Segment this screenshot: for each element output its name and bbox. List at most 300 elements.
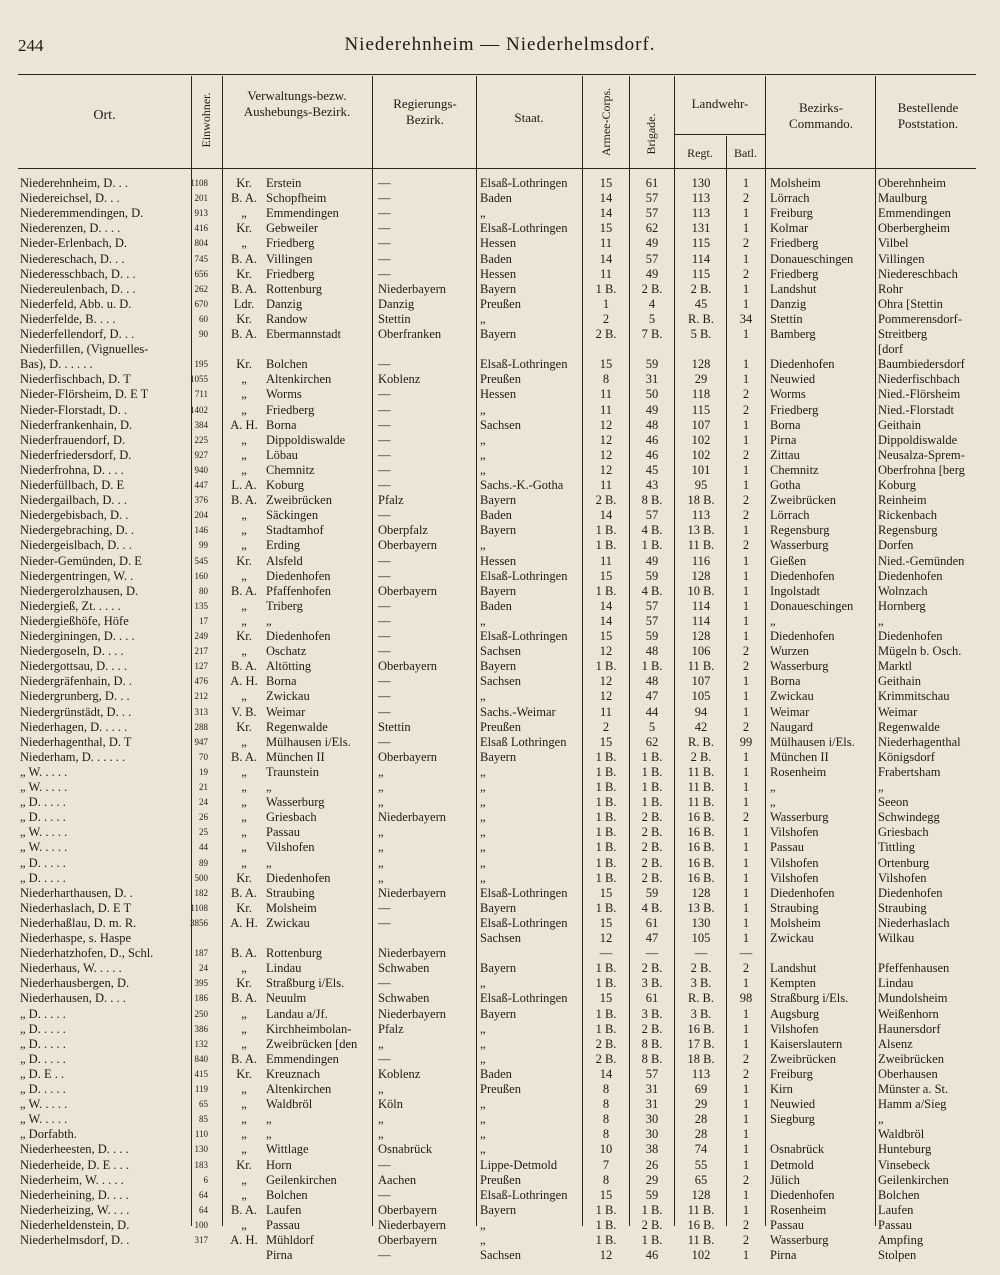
cell-batl: 1 <box>742 795 750 810</box>
cell-einwohner: 65 <box>199 1099 208 1110</box>
cell-bezirks-commando: Diedenhofen <box>770 629 835 643</box>
cell-einwohner: 670 <box>194 298 208 309</box>
cell-regt: 105 <box>691 689 711 704</box>
cell-regt: 18 B. <box>687 493 715 508</box>
cell-brigade: 1 B. <box>641 795 663 810</box>
cell-bezirk-art: L. A. <box>231 478 257 492</box>
cell-poststation: Laufen <box>878 1202 914 1217</box>
cell-verwaltung: Mühldorf <box>266 1233 314 1247</box>
cell-batl: 1 <box>742 1112 750 1127</box>
cell-armeecorps: 15 <box>599 915 613 930</box>
cell-bezirks-commando: Kempten <box>770 976 816 991</box>
cell-brigade: 4 B. <box>641 523 663 538</box>
cell-batl: 1 <box>742 176 750 190</box>
cell-regierung: — <box>378 176 391 190</box>
cell-ort: „ D. . . . . <box>20 1036 66 1051</box>
cell-regt: 114 <box>691 598 711 613</box>
cell-armeecorps: 15 <box>599 176 613 190</box>
cell-bezirk-art: „ <box>241 1082 247 1096</box>
cell-batl: 1 <box>742 629 750 643</box>
cell-brigade: 2 B. <box>641 1217 663 1232</box>
cell-bezirk-art: „ <box>241 795 247 810</box>
cell-brigade: 48 <box>645 417 659 432</box>
cell-ort: Niederheizing, W. . . . <box>20 1202 130 1217</box>
cell-regt: 11 B. <box>687 538 715 553</box>
cell-einwohner: 21 <box>199 782 208 792</box>
cell-einwohner: 1108 <box>190 178 208 188</box>
cell-brigade: 1 B. <box>641 780 663 794</box>
cell-regt: 114 <box>691 251 711 266</box>
cell-poststation: Vilshofen <box>878 870 927 885</box>
cell-verwaltung: Kreuznach <box>266 1066 321 1081</box>
cell-regt: 13 B. <box>687 900 715 915</box>
cell-batl: 2 <box>742 508 750 523</box>
cell-batl: 1 <box>742 296 750 311</box>
cell-armeecorps: 12 <box>599 931 613 945</box>
cell-bezirks-commando: Stettin <box>770 311 803 326</box>
cell-staat: Elsaß-Lothringen <box>480 176 568 190</box>
cell-batl: 1 <box>742 417 750 432</box>
cell-bezirk-art: „ <box>241 538 247 553</box>
cell-poststation: Haunersdorf <box>878 1021 941 1036</box>
cell-batl: 2 <box>742 719 750 734</box>
cell-bezirks-commando: Freiburg <box>770 1066 813 1081</box>
cell-bezirk-art: „ <box>241 1112 247 1127</box>
cell-ort: Niedergerolzhausen, D. <box>20 583 139 598</box>
cell-verwaltung: München II <box>266 749 325 764</box>
cell-ort: Niedergrünstädt, D. . . <box>20 704 132 719</box>
cell-bezirks-commando: Neuwied <box>770 1097 816 1112</box>
cell-staat: „ <box>480 870 486 885</box>
cell-armeecorps: 8 <box>602 372 610 387</box>
cell-brigade: 1 B. <box>641 1233 663 1247</box>
cell-armeecorps: 15 <box>599 991 613 1006</box>
cell-regt: 55 <box>694 1157 708 1172</box>
cell-bezirks-commando: Zwickau <box>770 689 814 704</box>
cell-ort: „ D. . . . . <box>20 1006 66 1021</box>
cell-verwaltung: Emmendingen <box>266 1051 339 1066</box>
cell-bezirks-commando: Zittau <box>770 447 800 462</box>
cell-ort: Niedergoseln, D. . . . <box>20 644 124 659</box>
cell-regt: 107 <box>691 417 711 432</box>
cell-bezirks-commando: Borna <box>770 417 801 432</box>
cell-batl: 1 <box>742 327 750 341</box>
cell-ort: Niederhelmsdorf, D. . <box>20 1233 130 1247</box>
cell-ort: „ D. . . . . <box>20 855 66 870</box>
cell-ort: Niedereulenbach, D. . . <box>20 281 136 296</box>
cell-armeecorps: 8 <box>602 1127 610 1142</box>
cell-regt: 130 <box>691 915 711 930</box>
cell-batl: 1 <box>742 915 750 930</box>
cell-einwohner: 317 <box>194 1235 208 1245</box>
cell-batl: 2 <box>742 810 750 825</box>
cell-brigade: 59 <box>645 885 659 900</box>
cell-bezirk-art: B. A. <box>230 493 258 508</box>
cell-ort: Nieder-Flörsheim, D. E T <box>20 387 149 402</box>
cell-staat: Bayern <box>480 493 517 508</box>
cell-brigade: 26 <box>645 1157 659 1172</box>
cell-ort: „ D. . . . . <box>20 795 66 810</box>
cell-ort: Niedereichsel, D. . . <box>20 191 120 206</box>
header-ort: Ort. <box>93 108 116 123</box>
cell-regierung: Oberbayern <box>378 659 437 674</box>
cell-einwohner: 89 <box>199 857 208 868</box>
cell-poststation: Vilbel <box>878 236 909 251</box>
cell-einwohner: 6 <box>203 1174 208 1185</box>
cell-batl: 2 <box>742 1066 750 1081</box>
cell-bezirk-art: B. A. <box>230 946 258 961</box>
cell-regt: 113 <box>691 1066 711 1081</box>
cell-ort: Niederhagen, D. . . . . <box>20 719 128 734</box>
cell-bezirks-commando: „ <box>770 795 776 810</box>
cell-armeecorps: 1 B. <box>595 1233 617 1247</box>
cell-verwaltung: Wittlage <box>266 1142 309 1157</box>
cell-regt: 113 <box>691 508 711 523</box>
cell-einwohner: 100 <box>194 1219 208 1230</box>
cell-einwohner: 25 <box>199 827 208 838</box>
cell-poststation: Königsdorf <box>878 749 935 764</box>
cell-poststation: Koburg <box>878 478 916 492</box>
cell-verwaltung: Neuulm <box>266 991 307 1006</box>
cell-armeecorps: 1 B. <box>595 281 617 296</box>
cell-poststation: Vinsebeck <box>878 1157 931 1172</box>
cell-brigade: 43 <box>645 478 659 492</box>
cell-staat: Elsaß-Lothringen <box>480 1187 568 1202</box>
col-line <box>765 76 766 1226</box>
cell-regierung: — <box>378 1157 391 1172</box>
cell-poststation: Geithain <box>878 417 922 432</box>
cell-staat: Bayern <box>480 749 517 764</box>
cell-regierung: — <box>378 402 391 417</box>
cell-armeecorps: 15 <box>599 221 613 236</box>
cell-staat: Bayern <box>480 900 517 915</box>
cell-brigade: 2 B. <box>641 870 663 885</box>
cell-regierung: — <box>378 266 391 281</box>
cell-regt: 106 <box>691 644 711 659</box>
cell-einwohner: 44 <box>199 842 208 853</box>
cell-poststation: Dippoldiswalde <box>878 432 958 447</box>
cell-brigade: 2 B. <box>641 961 663 976</box>
cell-regierung: — <box>378 478 391 492</box>
cell-regt: R. B. <box>687 991 715 1006</box>
cell-ort: „ W. . . . . <box>20 840 68 855</box>
cell-poststation: Alsenz <box>878 1036 913 1051</box>
cell-armeecorps: 1 B. <box>595 764 617 779</box>
cell-bezirks-commando: Gotha <box>770 478 801 492</box>
cell-bezirk-art: B. A. <box>230 281 258 296</box>
cell-poststation: Geithain <box>878 674 922 689</box>
cell-ort: Niederfrankenhain, D. <box>20 417 133 432</box>
cell-batl: 2 <box>742 1217 750 1232</box>
header-brigade: Brigade. <box>644 113 658 155</box>
cell-ort: „ D. E . . <box>20 1066 65 1081</box>
cell-einwohner: 416 <box>194 223 208 234</box>
cell-ort: Niedergrunberg, D. . . <box>20 689 130 704</box>
cell-verwaltung: Emmendingen <box>266 206 339 221</box>
cell-brigade: 57 <box>645 191 659 206</box>
cell-regt: 11 B. <box>687 1233 715 1247</box>
cell-regierung: „ <box>378 780 384 794</box>
cell-regierung: — <box>378 191 391 206</box>
cell-ort: Niederfellendorf, D. . . <box>20 327 135 341</box>
col-line <box>372 76 373 1226</box>
cell-bezirk-art: „ <box>241 613 247 628</box>
cell-bezirks-commando: München II <box>770 749 829 764</box>
cell-staat: Elsaß-Lothringen <box>480 991 568 1006</box>
cell-staat: Baden <box>480 508 512 523</box>
cell-regt: 128 <box>691 1187 711 1202</box>
cell-armeecorps: 11 <box>599 236 613 251</box>
cell-batl: 1 <box>742 281 750 296</box>
page-title: Niederehnheim — Niederhelmsdorf. <box>344 34 656 55</box>
cell-brigade: 31 <box>645 372 659 387</box>
cell-regt: 16 B. <box>687 1217 715 1232</box>
cell-brigade: 31 <box>645 1097 659 1112</box>
cell-staat: Preußen <box>480 719 521 734</box>
cell-bezirks-commando: Danzig <box>770 296 807 311</box>
cell-verwaltung: Altenkirchen <box>266 372 332 387</box>
cell-ort: Niederesschbach, D. . . <box>20 266 136 281</box>
cell-armeecorps: 8 <box>602 1172 610 1187</box>
cell-bezirk-art: A. H. <box>230 417 258 432</box>
cell-regierung: Niederbayern <box>378 946 447 961</box>
cell-regt: 2 B. <box>690 281 712 296</box>
cell-ort: „ D. . . . . <box>20 810 66 825</box>
header-armeecorps: Armee-Corps. <box>599 87 613 157</box>
cell-staat: Baden <box>480 598 512 613</box>
cell-regt: 102 <box>691 432 711 447</box>
cell-verwaltung: Wasserburg <box>266 795 325 810</box>
cell-regierung: — <box>378 976 391 991</box>
cell-einwohner: 545 <box>194 555 208 566</box>
cell-ort: „ D. . . . . <box>20 1051 66 1066</box>
cell-batl: 1 <box>742 478 750 492</box>
cell-regt: 118 <box>691 387 711 402</box>
header-regierung: Regierungs-Bezirk. <box>393 96 457 127</box>
cell-armeecorps: 1 B. <box>595 780 617 794</box>
cell-regierung: — <box>378 674 391 689</box>
cell-ort: Niedergräfenhain, D. . <box>20 674 132 689</box>
cell-poststation: Stolpen <box>878 1248 917 1263</box>
cell-bezirk-art: „ <box>241 447 247 462</box>
cell-regt: 128 <box>691 357 711 372</box>
cell-bezirks-commando: Diedenhofen <box>770 885 835 900</box>
cell-staat: „ <box>480 432 486 447</box>
cell-batl: 1 <box>742 674 750 689</box>
cell-bezirk-art: „ <box>241 236 247 251</box>
cell-verwaltung: Triberg <box>266 598 303 613</box>
cell-bezirk-art: Kr. <box>236 900 252 915</box>
cell-regierung: — <box>378 1187 391 1202</box>
cell-batl: 2 <box>742 961 750 976</box>
cell-poststation: Rickenbach <box>878 508 938 523</box>
cell-bezirks-commando: Pirna <box>770 1248 797 1263</box>
cell-armeecorps: 1 <box>602 296 610 311</box>
cell-staat: Elsaß-Lothringen <box>480 885 568 900</box>
cell-verwaltung: Zwickau <box>266 915 310 930</box>
cell-brigade: 2 B. <box>641 840 663 855</box>
cell-staat: „ <box>480 825 486 840</box>
cell-verwaltung: Erstein <box>266 176 302 190</box>
cell-batl: 2 <box>742 1233 750 1247</box>
cell-bezirks-commando: Mülhausen i/Els. <box>770 734 855 749</box>
cell-einwohner: 130 <box>194 1144 208 1155</box>
cell-brigade: 49 <box>645 402 659 417</box>
cell-bezirk-art: Kr. <box>236 357 252 372</box>
cell-bezirk-art: B. A. <box>230 1051 258 1066</box>
cell-brigade: 47 <box>645 931 659 945</box>
cell-verwaltung: Regenwalde <box>266 719 328 734</box>
cell-regierung: „ <box>378 764 384 779</box>
cell-bezirks-commando: Osnabrück <box>770 1142 825 1157</box>
cell-regierung: — <box>378 734 391 749</box>
cell-bezirk-art: „ <box>241 372 247 387</box>
cell-regierung: Osnabrück <box>378 1142 433 1157</box>
cell-brigade: 30 <box>645 1112 659 1127</box>
cell-regt: 102 <box>691 447 711 462</box>
cell-ort: Niederfillen, (Vignuelles- <box>20 342 149 357</box>
cell-poststation: Villingen <box>878 251 925 266</box>
cell-staat: Hessen <box>480 387 517 402</box>
cell-bezirk-art: Kr. <box>236 870 252 885</box>
cell-verwaltung: Geilenkirchen <box>266 1172 337 1187</box>
cell-brigade: 47 <box>645 689 659 704</box>
cell-verwaltung: Lindau <box>266 961 302 976</box>
cell-armeecorps: 12 <box>599 674 613 689</box>
cell-regierung: — <box>378 689 391 704</box>
cell-einwohner: 1402 <box>190 404 208 415</box>
cell-verwaltung: Zwickau <box>266 689 310 704</box>
cell-bezirks-commando: Kolmar <box>770 221 809 236</box>
cell-einwohner: 187 <box>194 948 208 959</box>
cell-staat: Sachsen <box>480 417 521 432</box>
cell-regt: 107 <box>691 674 711 689</box>
cell-armeecorps: 2 <box>602 311 610 326</box>
cell-batl: 1 <box>742 840 750 855</box>
cell-regt: 95 <box>694 478 708 492</box>
cell-regierung: Oberbayern <box>378 538 437 553</box>
cell-einwohner: 212 <box>194 691 208 702</box>
cell-regierung: „ <box>378 795 384 810</box>
cell-einwohner: 19 <box>199 766 208 777</box>
cell-regierung: — <box>378 221 391 236</box>
cell-bezirks-commando: Passau <box>770 840 805 855</box>
cell-verwaltung: Passau <box>266 1217 301 1232</box>
cell-regt: 94 <box>694 704 708 719</box>
cell-ort: Niederfüllbach, D. E <box>20 478 125 492</box>
cell-ort: Niederheesten, D. . . . <box>20 1142 129 1157</box>
cell-regt: 114 <box>691 613 711 628</box>
cell-bezirk-art: B. A. <box>230 251 258 266</box>
cell-armeecorps: 2 <box>602 719 610 734</box>
cell-staat: Bayern <box>480 327 517 341</box>
cell-poststation: Hunteburg <box>878 1142 932 1157</box>
cell-staat: Sachsen <box>480 674 521 689</box>
cell-poststation: Oberbergheim <box>878 221 950 236</box>
cell-brigade: 61 <box>645 915 659 930</box>
cell-regierung: Oberfranken <box>378 327 442 341</box>
cell-bezirk-art: B. A. <box>230 659 258 674</box>
cell-bezirk-art: „ <box>241 206 247 221</box>
cell-batl: 2 <box>742 236 750 251</box>
cell-armeecorps: 11 <box>599 478 613 492</box>
cell-regt: 115 <box>691 402 711 417</box>
cell-bezirks-commando: Landshut <box>770 281 817 296</box>
cell-brigade: 8 B. <box>641 1036 663 1051</box>
cell-bezirks-commando: Ingolstadt <box>770 583 820 598</box>
cell-staat: „ <box>480 689 486 704</box>
cell-einwohner: 476 <box>194 676 208 687</box>
cell-regt: 45 <box>694 296 708 311</box>
cell-batl: 2 <box>742 1172 750 1187</box>
cell-armeecorps: 1 B. <box>595 749 617 764</box>
cell-brigade: 61 <box>645 176 659 190</box>
cell-bezirks-commando: Regensburg <box>770 523 830 538</box>
cell-bezirk-art: „ <box>241 840 247 855</box>
cell-ort: Niederhaßlau, D. m. R. <box>20 915 137 930</box>
cell-brigade: 4 <box>648 296 656 311</box>
cell-bezirks-commando: Diedenhofen <box>770 357 835 372</box>
cell-verwaltung: Villingen <box>266 251 313 266</box>
cell-regt: 128 <box>691 885 711 900</box>
cell-bezirk-art: „ <box>241 1097 247 1112</box>
cell-regierung: — <box>378 357 391 372</box>
cell-armeecorps: 12 <box>599 1248 613 1263</box>
cell-batl: 1 <box>742 583 750 598</box>
cell-armeecorps: 1 B. <box>595 1202 617 1217</box>
cell-ort: Niedergieß, Zt. . . . . <box>20 598 121 613</box>
cell-staat: Lippe-Detmold <box>480 1157 558 1172</box>
cell-bezirks-commando: Diedenhofen <box>770 568 835 583</box>
cell-brigade: 1 B. <box>641 659 663 674</box>
cell-regierung: — <box>378 432 391 447</box>
cell-einwohner: 225 <box>194 434 208 445</box>
cell-regt: 130 <box>691 176 711 190</box>
cell-einwohner: 183 <box>194 1159 208 1170</box>
cell-poststation: Mundolsheim <box>878 991 948 1006</box>
cell-regt: 65 <box>694 1172 708 1187</box>
cell-poststation: Niederhaslach <box>878 915 950 930</box>
cell-batl: 1 <box>742 221 750 236</box>
cell-bezirk-art: „ <box>241 1021 247 1036</box>
cell-brigade: 48 <box>645 644 659 659</box>
cell-einwohner: 160 <box>194 570 208 581</box>
cell-einwohner: 940 <box>194 464 208 475</box>
cell-verwaltung: Passau <box>266 825 301 840</box>
cell-bezirks-commando: Borna <box>770 674 801 689</box>
cell-verwaltung: Friedberg <box>266 402 315 417</box>
cell-einwohner: 146 <box>194 525 208 536</box>
cell-regierung: Schwaben <box>378 961 430 976</box>
cell-regierung: Oberbayern <box>378 749 437 764</box>
cell-batl: 2 <box>742 191 750 206</box>
cell-bezirk-art: „ <box>241 523 247 538</box>
cell-poststation: Hamm a/Sieg <box>878 1097 947 1112</box>
cell-staat: Sachs.-Weimar <box>480 704 556 719</box>
cell-poststation: „ <box>878 1112 884 1127</box>
cell-poststation: Diedenhofen <box>878 629 943 643</box>
cell-verwaltung: Weimar <box>266 704 306 719</box>
cell-staat: „ <box>480 538 486 553</box>
cell-brigade: 57 <box>645 598 659 613</box>
cell-regt: — <box>694 946 708 961</box>
cell-einwohner: 386 <box>194 1023 208 1034</box>
cell-ort: Niederheining, D. . . . <box>20 1187 129 1202</box>
cell-armeecorps: 10 <box>599 1142 613 1157</box>
cell-armeecorps: 1 B. <box>595 583 617 598</box>
cell-ort: Niedergebisbach, D. . <box>20 508 129 523</box>
cell-staat: „ <box>480 1097 486 1112</box>
